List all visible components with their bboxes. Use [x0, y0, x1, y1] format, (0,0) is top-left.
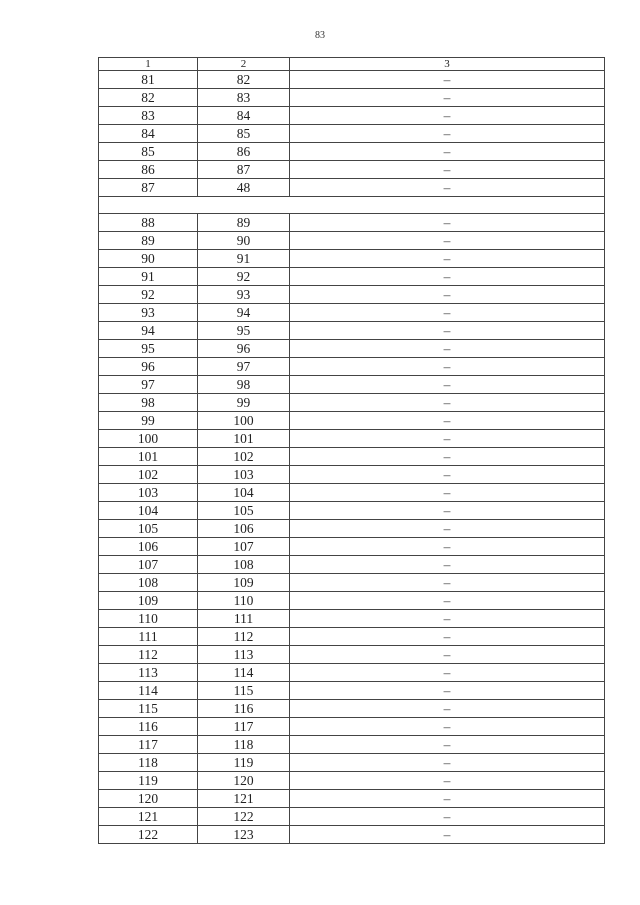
table-cell-col-3: – [290, 89, 605, 107]
table-cell-col-1: 87 [99, 179, 198, 197]
table-row [99, 107, 605, 125]
table-cell-col-1: 100 [99, 430, 198, 448]
table-cell-col-3: – [290, 107, 605, 125]
table-cell-col-3: – [290, 161, 605, 179]
table-cell-col-2: 121 [198, 790, 290, 808]
table-row [99, 790, 605, 808]
table-cell-col-3: – [290, 772, 605, 790]
table-cell-col-2: 108 [198, 556, 290, 574]
table-cell-col-3: – [290, 430, 605, 448]
table-cell-col-2: 117 [198, 718, 290, 736]
table-row [99, 556, 605, 574]
table-cell-col-1: 81 [99, 71, 198, 89]
table-cell-col-1: 92 [99, 286, 198, 304]
table-row [99, 466, 605, 484]
table-cell-col-2: 118 [198, 736, 290, 754]
table-cell-col-2: 93 [198, 286, 290, 304]
table-cell-col-1: 109 [99, 592, 198, 610]
table-row [99, 268, 605, 286]
table-cell-col-1: 85 [99, 143, 198, 161]
table-cell-col-3: – [290, 143, 605, 161]
table-cell-col-1: 110 [99, 610, 198, 628]
table-cell-col-1: 90 [99, 250, 198, 268]
table-cell-col-1: 118 [99, 754, 198, 772]
table-cell-col-2: 110 [198, 592, 290, 610]
table-cell-col-1: 83 [99, 107, 198, 125]
table-row [99, 718, 605, 736]
table-cell-col-2: 48 [198, 179, 290, 197]
table-cell-col-3: – [290, 412, 605, 430]
table-cell-col-1: 104 [99, 502, 198, 520]
table-row [99, 772, 605, 790]
table-row [99, 214, 605, 232]
table-cell-col-3: – [290, 179, 605, 197]
table-cell-col-3: – [290, 700, 605, 718]
table-cell-col-2: 92 [198, 268, 290, 286]
table-cell-col-3: – [290, 71, 605, 89]
table-row [99, 358, 605, 376]
table-cell-col-3: – [290, 646, 605, 664]
table-cell-col-2: 82 [198, 71, 290, 89]
table-cell-col-1: 89 [99, 232, 198, 250]
table-row [99, 520, 605, 538]
table-cell-col-2: 109 [198, 574, 290, 592]
table-cell-col-1: 112 [99, 646, 198, 664]
table-gap-row [99, 197, 605, 214]
table-row [99, 592, 605, 610]
table-cell-col-2: 100 [198, 412, 290, 430]
table-row [99, 754, 605, 772]
table-cell-col-1: 122 [99, 826, 198, 844]
table-cell-col-2: 96 [198, 340, 290, 358]
table-cell-col-1: 113 [99, 664, 198, 682]
table-row [99, 826, 605, 844]
table-cell-col-3: – [290, 574, 605, 592]
table-cell-col-1: 107 [99, 556, 198, 574]
table-cell-col-3: – [290, 214, 605, 232]
table-cell-col-3: – [290, 736, 605, 754]
table-cell-col-1: 119 [99, 772, 198, 790]
table-cell-col-3: – [290, 268, 605, 286]
table-cell-col-2: 99 [198, 394, 290, 412]
table-row [99, 664, 605, 682]
table-row [99, 286, 605, 304]
table-cell-col-3: – [290, 538, 605, 556]
table-cell-col-1: 102 [99, 466, 198, 484]
table-cell-col-2: 112 [198, 628, 290, 646]
table-cell-col-3: – [290, 286, 605, 304]
table-cell-col-1: 108 [99, 574, 198, 592]
table-cell-col-2: 87 [198, 161, 290, 179]
table-cell-col-2: 84 [198, 107, 290, 125]
table-cell-col-3: – [290, 232, 605, 250]
table-row [99, 125, 605, 143]
table-row [99, 412, 605, 430]
table-cell-col-2: 98 [198, 376, 290, 394]
table-cell-col-1: 105 [99, 520, 198, 538]
table-cell-col-3: – [290, 502, 605, 520]
table-row [99, 89, 605, 107]
table-cell-col-2: 86 [198, 143, 290, 161]
table-cell-col-1: 111 [99, 628, 198, 646]
table-header-row [99, 58, 605, 71]
table-cell-col-3: – [290, 448, 605, 466]
table-cell-col-3: – [290, 358, 605, 376]
table-cell-col-2: 120 [198, 772, 290, 790]
table-cell-col-1: 97 [99, 376, 198, 394]
table-cell-col-2: 90 [198, 232, 290, 250]
table-cell-col-1: 120 [99, 790, 198, 808]
table-cell-col-1: 96 [99, 358, 198, 376]
table-cell-col-1: 115 [99, 700, 198, 718]
table-cell-col-2: 115 [198, 682, 290, 700]
table-cell-col-2: 122 [198, 808, 290, 826]
table-row [99, 143, 605, 161]
table-row [99, 610, 605, 628]
table-cell-col-1: 84 [99, 125, 198, 143]
table-cell-col-2: 83 [198, 89, 290, 107]
table-cell-col-3: – [290, 376, 605, 394]
table-cell-col-2: 111 [198, 610, 290, 628]
table-cell-col-2: 105 [198, 502, 290, 520]
table-row [99, 502, 605, 520]
column-header-2: 2 [198, 58, 290, 71]
table-body [99, 58, 605, 844]
table-cell-col-2: 89 [198, 214, 290, 232]
table-row [99, 376, 605, 394]
table-cell-col-2: 113 [198, 646, 290, 664]
table-cell-col-2: 107 [198, 538, 290, 556]
table-cell-col-3: – [290, 718, 605, 736]
table-cell-col-2: 95 [198, 322, 290, 340]
table-row [99, 232, 605, 250]
table-cell-col-1: 117 [99, 736, 198, 754]
table-cell-col-3: – [290, 628, 605, 646]
table-cell-col-1: 98 [99, 394, 198, 412]
table-row [99, 628, 605, 646]
table-cell-col-3: – [290, 394, 605, 412]
table-cell-col-2: 104 [198, 484, 290, 502]
table-row [99, 484, 605, 502]
table-cell-col-2: 94 [198, 304, 290, 322]
table-row [99, 448, 605, 466]
table-cell-col-3: – [290, 682, 605, 700]
table-cell-col-3: – [290, 484, 605, 502]
table-cell-col-2: 101 [198, 430, 290, 448]
table-row [99, 161, 605, 179]
column-header-3: 3 [290, 58, 605, 71]
table-cell-col-1: 88 [99, 214, 198, 232]
table-cell-col-3: – [290, 250, 605, 268]
table-row [99, 179, 605, 197]
table-cell-col-2: 102 [198, 448, 290, 466]
table-row [99, 808, 605, 826]
table-cell-col-2: 123 [198, 826, 290, 844]
table-cell-col-3: – [290, 610, 605, 628]
table-row [99, 71, 605, 89]
table-row [99, 250, 605, 268]
table-cell-col-2: 116 [198, 700, 290, 718]
table-cell-col-1: 103 [99, 484, 198, 502]
table-cell-col-2: 119 [198, 754, 290, 772]
table-cell-col-3: – [290, 304, 605, 322]
table-row [99, 322, 605, 340]
table-row [99, 682, 605, 700]
table-cell-col-1: 99 [99, 412, 198, 430]
column-header-1: 1 [99, 58, 198, 71]
table-cell-col-1: 91 [99, 268, 198, 286]
table-row [99, 304, 605, 322]
table-cell-col-2: 85 [198, 125, 290, 143]
table-cell-col-2: 114 [198, 664, 290, 682]
table-cell-col-3: – [290, 790, 605, 808]
table-cell-col-3: – [290, 664, 605, 682]
table-cell-col-3: – [290, 340, 605, 358]
table-cell-col-1: 93 [99, 304, 198, 322]
table-cell-col-1: 121 [99, 808, 198, 826]
table-cell-col-1: 116 [99, 718, 198, 736]
table-row [99, 340, 605, 358]
table-cell-col-1: 86 [99, 161, 198, 179]
table-row [99, 646, 605, 664]
table-cell-col-1: 114 [99, 682, 198, 700]
table-cell-col-1: 94 [99, 322, 198, 340]
table-cell-col-3: – [290, 754, 605, 772]
table-cell-col-2: 91 [198, 250, 290, 268]
table-cell-col-3: – [290, 520, 605, 538]
table-row [99, 394, 605, 412]
table-cell-col-3: – [290, 322, 605, 340]
table-cell-col-1: 101 [99, 448, 198, 466]
table-cell-col-3: – [290, 466, 605, 484]
table-cell-col-1: 82 [99, 89, 198, 107]
table-row [99, 700, 605, 718]
table-cell-col-3: – [290, 808, 605, 826]
table-cell-col-1: 95 [99, 340, 198, 358]
table-cell-col-3: – [290, 556, 605, 574]
data-table [98, 57, 605, 844]
table-cell-col-2: 97 [198, 358, 290, 376]
table-row [99, 574, 605, 592]
page-number: 83 [315, 30, 325, 41]
table-cell-col-2: 106 [198, 520, 290, 538]
table-row [99, 430, 605, 448]
table-row [99, 736, 605, 754]
table-cell-col-3: – [290, 125, 605, 143]
table-cell-col-1: 106 [99, 538, 198, 556]
table-row [99, 538, 605, 556]
table-cell-col-3: – [290, 592, 605, 610]
table-gap-cell [99, 197, 605, 214]
table-cell-col-3: – [290, 826, 605, 844]
table-cell-col-2: 103 [198, 466, 290, 484]
